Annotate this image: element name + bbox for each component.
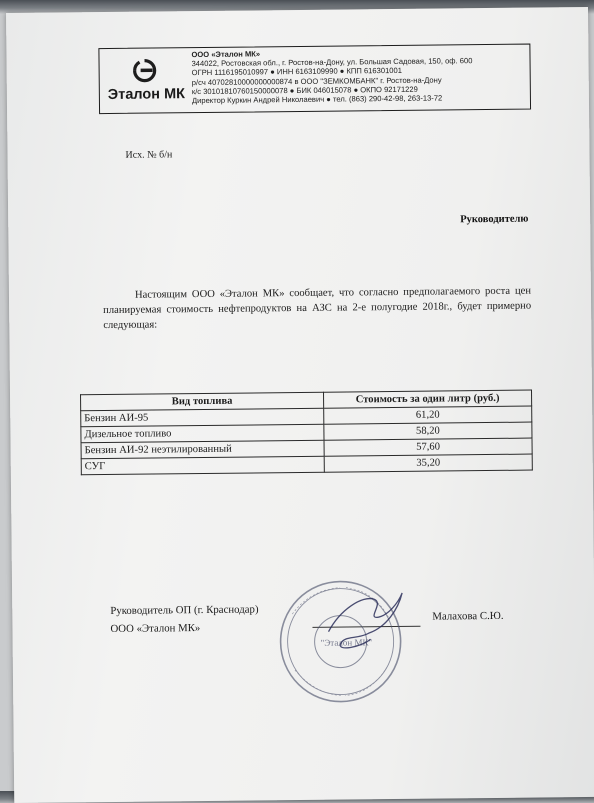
fuel-price-cell: 61,20 bbox=[324, 406, 532, 424]
stamp-text: "Эталон МК" bbox=[320, 637, 373, 648]
company-stamp bbox=[270, 569, 411, 710]
column-header-price: Стоимость за один литр (руб.) bbox=[324, 390, 532, 408]
fuel-name-cell: Дизельное топливо bbox=[81, 424, 324, 443]
signatory-title: Руководитель ОП (г. Краснодар) bbox=[110, 603, 259, 617]
column-header-fuel: Вид топлива bbox=[81, 392, 324, 411]
letterhead bbox=[98, 44, 531, 115]
fuel-price-cell: 57,60 bbox=[324, 438, 532, 456]
company-bank-account: р/сч 40702810000000000874 в ООО "ЗЕМКОМБАНК" г. Ростов-на-Дону bbox=[191, 75, 442, 87]
document-page bbox=[6, 7, 594, 803]
company-corr-account: к/с 30101810760150000078 ● БИК 046015078 ● ОКПО 92171229 bbox=[191, 84, 418, 96]
fuel-name-cell: Бензин АИ-92 неэтилированный bbox=[81, 440, 324, 459]
addressee: Руководителю bbox=[460, 213, 529, 226]
signatory-position bbox=[110, 600, 259, 638]
fuel-price-cell: 58,20 bbox=[324, 422, 532, 440]
logo-text: Эталон МК bbox=[107, 86, 186, 103]
signatory-company: ООО «Эталон МК» bbox=[110, 622, 201, 635]
company-registration: ОГРН 1116195010997 ● ИНН 6163109990 ● КПП 616301001 bbox=[191, 66, 402, 78]
fuel-price-cell: 35,20 bbox=[324, 454, 532, 472]
company-address: 344022, Ростовская обл., г. Ростов-на-Дону, ул. Большая Садовая, 150, оф. 600 bbox=[191, 56, 473, 69]
company-director: Директор Куркин Андрей Николаевич ● тел. (863) 290-42-98, 263-13-72 bbox=[191, 93, 443, 106]
letter-body bbox=[103, 284, 531, 333]
fuel-price-table bbox=[80, 390, 533, 476]
fuel-name-cell: Бензин АИ-95 bbox=[81, 408, 324, 427]
table-row bbox=[81, 454, 532, 475]
logo-mark-icon bbox=[132, 58, 158, 82]
letter-paragraph: Настоящим ООО «Эталон МК» сообщает, что согласно предполагаемого роста цен планируемая стоимость нефтепродуктов на АЗС на 2-е полугодие 2018г., будет примерно следующая: bbox=[103, 285, 532, 332]
outgoing-number: Исх. № б/н bbox=[125, 149, 173, 161]
company-logo bbox=[103, 54, 190, 107]
fuel-name-cell: СУГ bbox=[81, 456, 324, 475]
company-details bbox=[191, 47, 528, 106]
company-name: ООО «Эталон МК» bbox=[191, 49, 261, 60]
signatory-name: Малахова С.Ю. bbox=[432, 609, 504, 623]
